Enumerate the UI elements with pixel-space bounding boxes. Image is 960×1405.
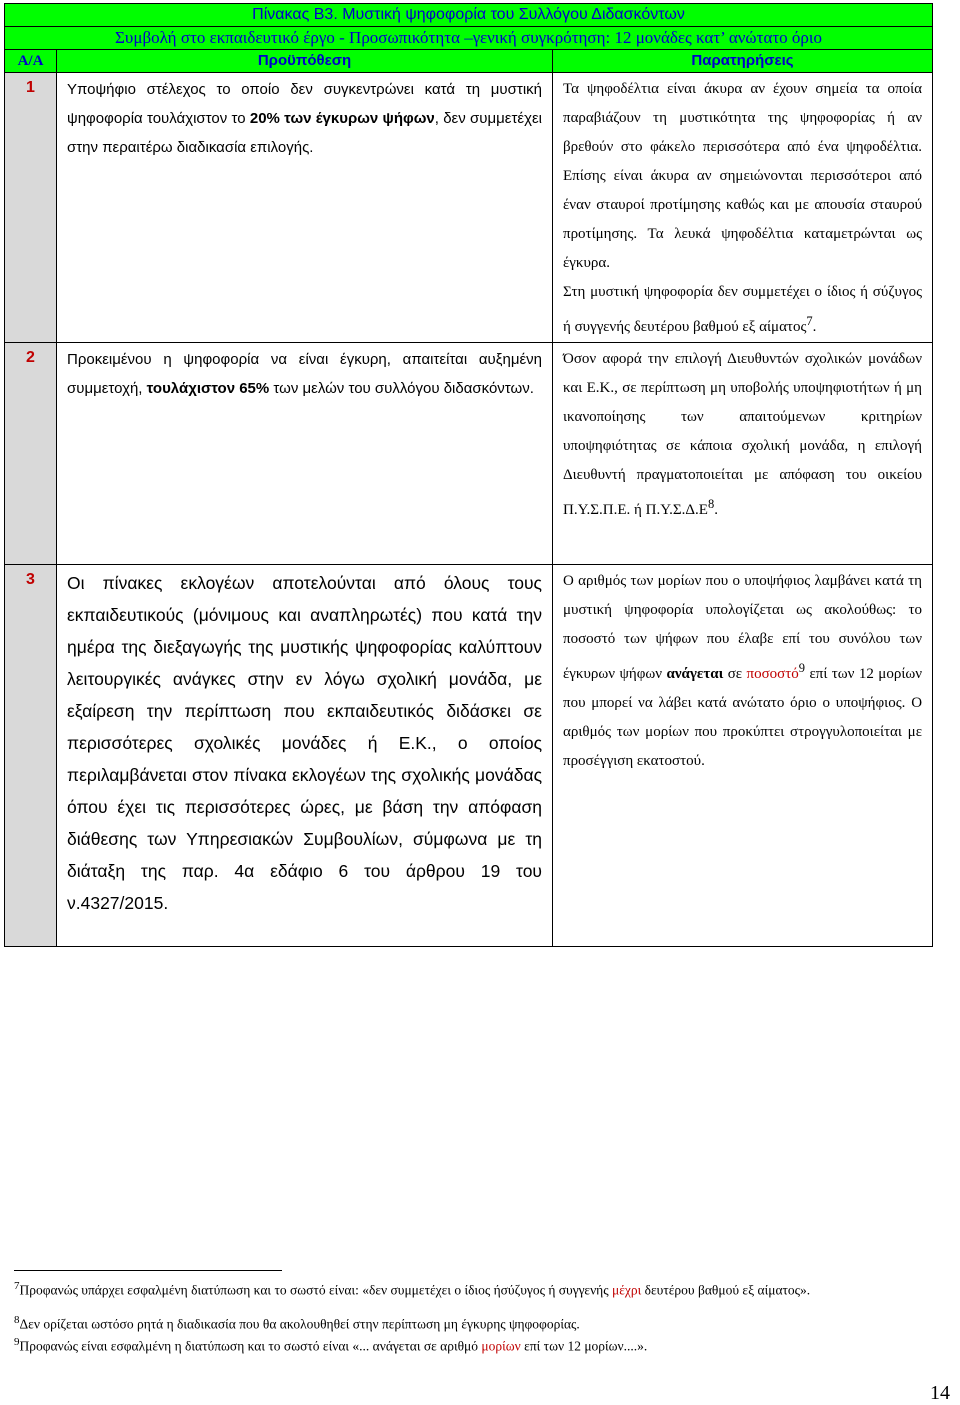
table-title: Πίνακας Β3. Μυστική ψηφοφορία του Συλλόγου Διδασκόντων bbox=[5, 4, 933, 27]
requirement-cell: Υποψήφιο στέλεχος το οποίο δεν συγκεντρώνει κατά τη μυστική ψηφοφορία τουλάχιστον το 20% των έγκυρων ψήφων, δεν συμμετέχει στην περαιτέρω διαδικασία επιλογής. bbox=[57, 73, 553, 343]
table-row bbox=[5, 73, 933, 343]
table-subtitle: Συμβολή στο εκπαιδευτικό έργο - Προσωπικότητα –γενική συγκρότηση: 12 μονάδες κατ’ ανώτατο όριο bbox=[5, 27, 933, 50]
footnote-divider bbox=[14, 1270, 282, 1271]
footnote-ref: 8 bbox=[707, 497, 715, 511]
footnote-ref: 7 bbox=[806, 314, 813, 328]
row-number: 1 bbox=[5, 73, 57, 343]
footnote-ref: 9 bbox=[798, 661, 806, 675]
criteria-table bbox=[4, 3, 933, 947]
header-requirement: Προϋπόθεση bbox=[57, 50, 553, 73]
footnote-9: $^9$Προφανώς είναι εσφαλμένη η διατύπωση και το σωστό είναι «... ανάγεται σε αριθμό μορίων επί των 12 μορίων....». bbox=[14, 1336, 648, 1354]
threshold-highlight: τουλάχιστον 65% bbox=[146, 380, 270, 397]
notes-cell: Όσον αφορά την επιλογή Διευθυντών σχολικών μονάδων και Ε.Κ., σε περίπτωση μη υποβολής υποψηφιοτήτων ή μη ικανοποίησης των απαιτούμενων κριτηρίων υποψηφιότητας σε κάποια σχολική μονάδα, η επιλογή Διευθυντή πραγματοποιείται με απόφαση του οικείου Π.Υ.Σ.Π.Ε. ή $\Pi.\Upsilon.\Sigma.\Delta.E^8$. bbox=[553, 343, 933, 565]
notes-cell: Ο αριθμός των μορίων που ο υποψήφιος λαμβάνει κατά τη μυστική ψηφοφορία υπολογίζεται ως ακολούθως: το ποσοστό των ψήφων που έλαβε επί του συνόλου των έγκυρων ψήφων ανάγεται σε ποσοστό$^9$ επί των 12 μορίων που μπορεί να λάβει κατά ανώτατο όριο ο υποψήφιος. Ο αριθμός των μορίων που προκύπτει στρογγυλοποιείται με προσέγγιση εκατοστού. bbox=[553, 565, 933, 947]
requirement-cell: Οι πίνακες εκλογέων αποτελούνται από όλους τους εκπαιδευτικούς (μόνιμους και αναπληρωτές) που κατά την ημέρα της διεξαγωγής της μυστικής ψηφοφορίας καλύπτουν λειτουργικές ανάγκες στην εν λόγω σχολική μονάδα, με εξαίρεση την περίπτωση που εκπαιδευτικός διδάσκει σε περισσότερες σχολικές μονάδες ή Ε.Κ., ο οποίος περιλαμβάνεται στον πίνακα εκλογέων της σχολικής μονάδας όπου έχει τις περισσότερες ώρες, με βάση την απόφαση διάθεσης των Υπηρεσιακών Συμβουλίων, σύμφωνα με τη διάταξη της παρ. 4α εδάφιο 6 του άρθρου 19 του ν.4327/2015. bbox=[57, 565, 553, 947]
header-notes: Παρατηρήσεις bbox=[553, 50, 933, 73]
threshold-highlight: 20% των έγκυρων ψήφων bbox=[249, 110, 435, 127]
footnote-8: $^8$Δεν ορίζεται ωστόσο ρητά η διαδικασία που θα ακολουθηθεί στην περίπτωση μη έγκυρης ψηφοφορίας. bbox=[14, 1314, 580, 1332]
table-row bbox=[5, 565, 933, 947]
header-aa: Α/Α bbox=[5, 50, 57, 73]
footnote-7: $^7$Προφανώς υπάρχει εσφαλμένη διατύπωση και το σωστό είναι: «δεν συμμετέχει ο ίδιος ήσύζυγος ή συγγενής μέχρι δευτέρου βαθμού εξ αίματος». bbox=[14, 1280, 811, 1298]
requirement-cell: Προκειμένου η ψηφοφορία να είναι έγκυρη, απαιτείται αυξημένη συμμετοχή, τουλάχιστον 65% των μελών του συλλόγου διδασκόντων. bbox=[57, 343, 553, 565]
table-row bbox=[5, 343, 933, 565]
highlight-red: ποσοστό bbox=[746, 666, 799, 682]
row-number: 3 bbox=[5, 565, 57, 947]
row-number: 2 bbox=[5, 343, 57, 565]
notes-cell: Τα ψηφοδέλτια είναι άκυρα αν έχουν σημεία τα οποία παραβιάζουν τη μυστικότητα της ψηφοφορίας ή αν βρεθούν στο φάκελο περισσότερα από ένα ψηφοδέλτια. Επίσης είναι άκυρα αν σημειώνονται περισσότεροι από έναν σταυροί προτίμησης καθώς και με απουσία σταυρού προτίμησης. Τα λευκά ψηφοδέλτια καταμετρώνται ως έγκυρα. Στη μυστική ψηφοφορία δεν συμμετέχει ο ίδιος ή σύζυγος ή συγγενής δευτέρου βαθμού εξ αίματος$^7$. bbox=[553, 73, 933, 343]
page-number: 14 bbox=[930, 1382, 950, 1404]
